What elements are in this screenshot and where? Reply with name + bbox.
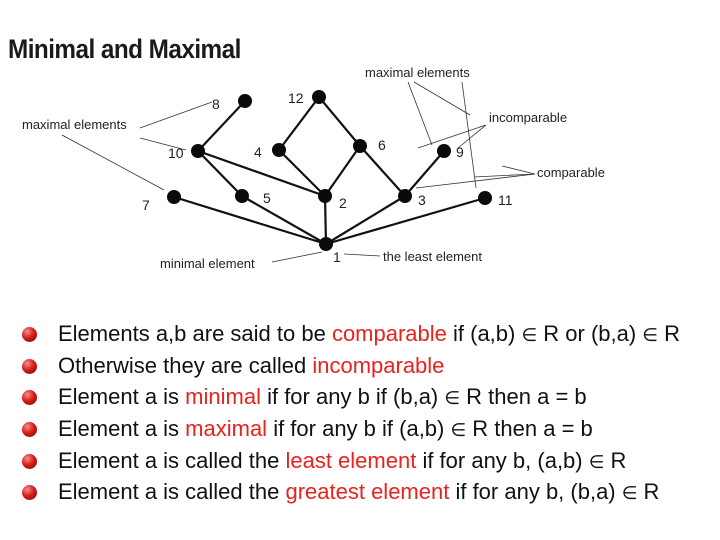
node-label-11: 11 xyxy=(498,192,513,208)
edge-3-6 xyxy=(360,146,405,196)
definition-item xyxy=(22,350,680,382)
incomparable-label: incomparable xyxy=(489,110,568,125)
definition-text: if for any b if (b,a) xyxy=(260,384,445,410)
pointer-line xyxy=(344,254,380,256)
pointer-line xyxy=(62,135,164,190)
definition-text: Otherwise they are called xyxy=(58,352,313,378)
edge-1-2 xyxy=(325,196,326,244)
node-1 xyxy=(319,237,333,251)
pointer-line xyxy=(418,125,486,148)
minimal-element-label: minimal element xyxy=(160,256,255,271)
node-label-7: 7 xyxy=(142,197,150,213)
element-of-symbol: ∈ xyxy=(642,325,658,346)
maximal-top-label: maximal elements xyxy=(365,65,470,80)
node-label-3: 3 xyxy=(418,192,426,208)
pointer-line xyxy=(474,174,535,177)
edge-1-7 xyxy=(174,197,326,244)
definition-text: Element a is xyxy=(58,416,186,442)
bullet-icon xyxy=(22,359,37,374)
node-label-9: 9 xyxy=(456,144,464,160)
edge-3-9 xyxy=(405,151,444,196)
page-title: Minimal and Maximal xyxy=(8,34,241,64)
definition-item xyxy=(22,318,680,350)
definition-text: if for any b if (a,b) xyxy=(267,416,451,442)
node-label-5: 5 xyxy=(263,190,271,206)
edge-8-10 xyxy=(198,101,245,151)
definition-text: R or (b,a) xyxy=(537,321,643,346)
edge-2-4 xyxy=(279,150,325,196)
node-label-12: 12 xyxy=(288,90,304,106)
node-label-10: 10 xyxy=(168,145,184,161)
node-2 xyxy=(318,189,332,203)
pointer-line xyxy=(140,102,212,128)
edge-1-3 xyxy=(326,196,405,244)
definition-text: if (a,b) xyxy=(446,321,522,346)
definition-text: R xyxy=(637,479,660,505)
highlighted-term: minimal xyxy=(185,384,261,410)
node-12 xyxy=(312,90,326,104)
element-of-symbol: ∈ xyxy=(450,420,467,442)
node-7 xyxy=(167,190,181,204)
node-label-4: 4 xyxy=(254,144,262,160)
definition-text: Elements a,b are said to be xyxy=(58,321,332,346)
node-label-1: 1 xyxy=(333,249,341,265)
pointer-line xyxy=(408,82,432,145)
definition-text: Element a is called the xyxy=(58,447,286,473)
definition-item xyxy=(22,381,680,413)
highlighted-term: least element xyxy=(285,447,417,473)
definition-text: R then a = b xyxy=(466,416,593,442)
node-6 xyxy=(353,139,367,153)
edge-1-5 xyxy=(242,196,326,244)
element-of-symbol: ∈ xyxy=(588,451,605,473)
element-of-symbol: ∈ xyxy=(521,325,538,346)
node-3 xyxy=(398,189,412,203)
highlighted-term: comparable xyxy=(331,321,447,346)
pointer-line xyxy=(272,252,322,262)
edge-2-6 xyxy=(325,146,360,196)
node-label-8: 8 xyxy=(212,96,220,112)
highlighted-term: maximal xyxy=(185,416,268,442)
highlighted-term: greatest element xyxy=(285,479,450,505)
least-element-label: the least element xyxy=(383,249,483,264)
node-8 xyxy=(238,94,252,108)
node-5 xyxy=(235,189,249,203)
definition-item xyxy=(22,445,680,477)
element-of-symbol: ∈ xyxy=(444,388,461,410)
definition-text: Element a is xyxy=(58,384,186,410)
node-11 xyxy=(478,191,492,205)
bullet-icon xyxy=(22,485,37,500)
node-4 xyxy=(272,143,286,157)
definition-text: if for any b, (a,b) xyxy=(416,447,589,473)
pointer-line xyxy=(502,166,535,174)
node-label-6: 6 xyxy=(378,137,386,153)
definition-text: R xyxy=(657,321,680,346)
definition-item xyxy=(22,476,680,508)
bullet-icon xyxy=(22,454,37,469)
element-of-symbol: ∈ xyxy=(621,483,638,505)
definition-text: Element a is called the xyxy=(58,479,286,505)
node-10 xyxy=(191,144,205,158)
definition-text: R then a = b xyxy=(460,384,587,410)
diagram-edges xyxy=(174,97,485,244)
definition-list xyxy=(22,318,680,508)
definition-item xyxy=(22,413,680,445)
node-label-2: 2 xyxy=(339,195,347,211)
pointer-line xyxy=(414,82,470,115)
comparable-label: comparable xyxy=(537,165,605,180)
maximal-left-label: maximal elements xyxy=(22,117,127,132)
edge-1-11 xyxy=(326,198,485,244)
bullet-icon xyxy=(22,327,37,342)
definition-text: if for any b, (b,a) xyxy=(449,479,622,505)
highlighted-term: incomparable xyxy=(312,352,445,378)
definition-text: R xyxy=(604,447,627,473)
bullet-icon xyxy=(22,390,37,405)
edge-6-12 xyxy=(319,97,360,146)
bullet-icon xyxy=(22,422,37,437)
node-9 xyxy=(437,144,451,158)
